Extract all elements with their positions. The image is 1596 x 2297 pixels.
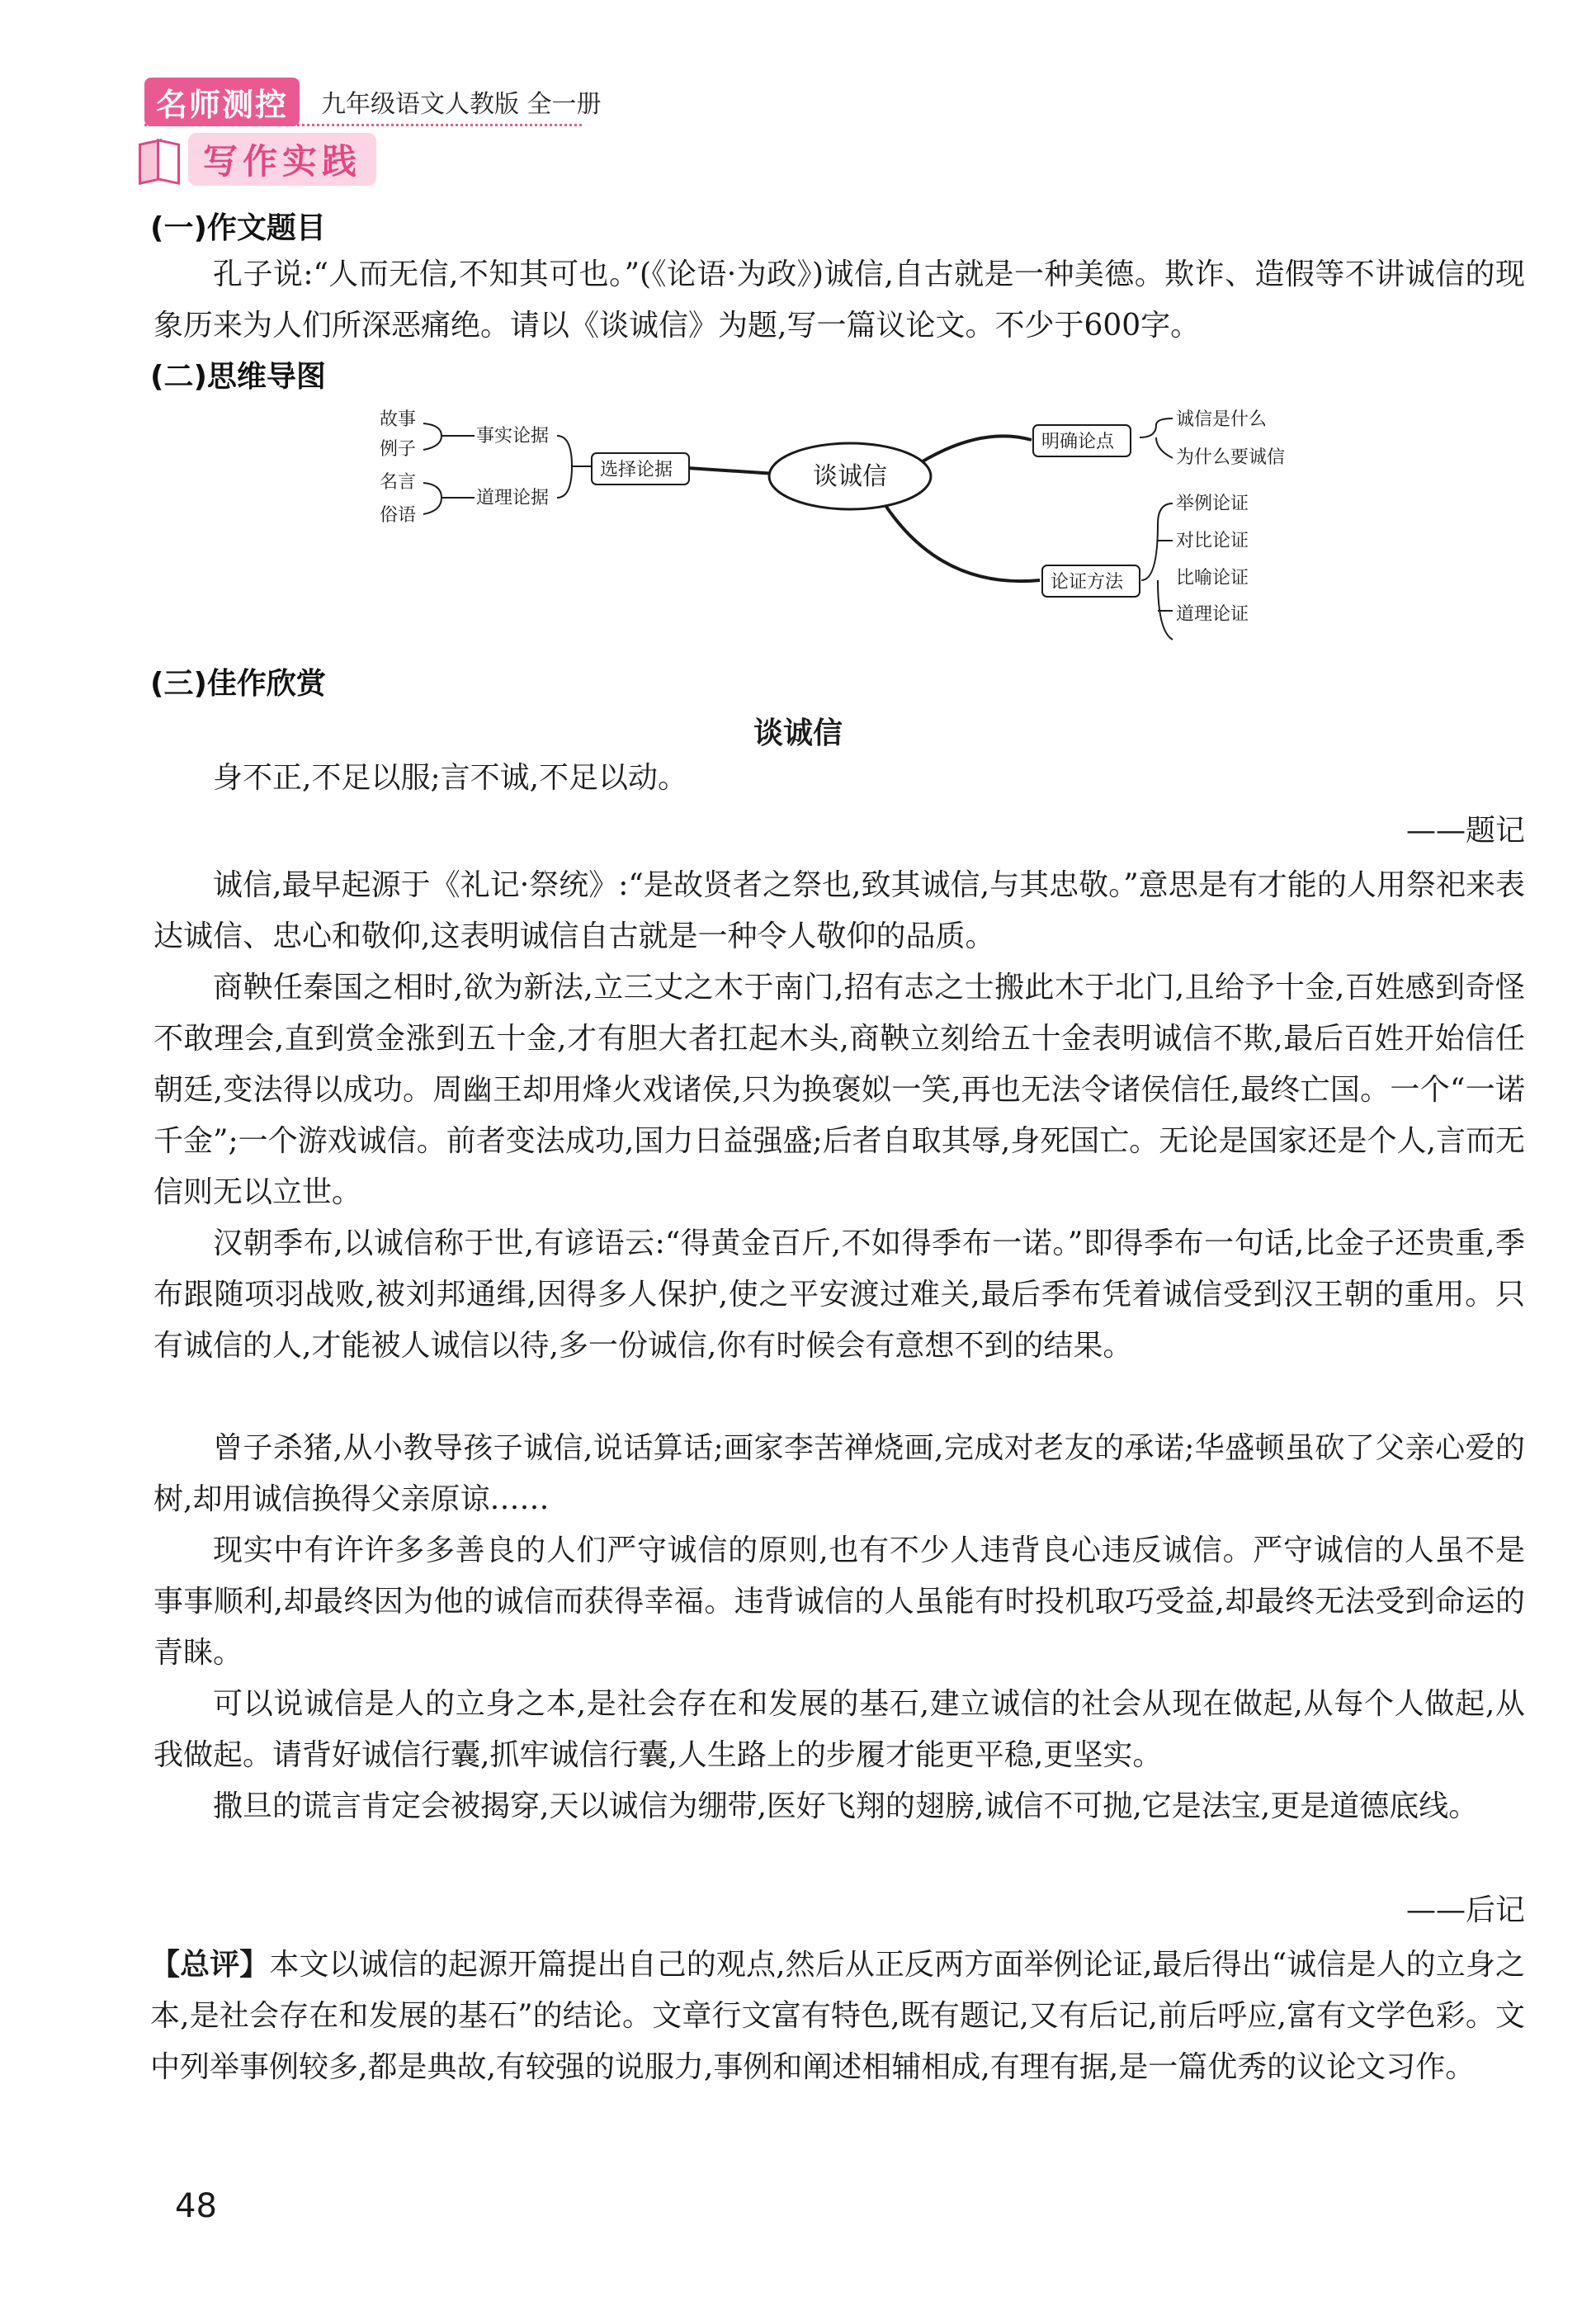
book-icon — [139, 136, 180, 182]
essay-topic-heading: (一)作文题目 — [150, 211, 326, 245]
review-block — [150, 1940, 1525, 2093]
mm-leaf: 道理论证 — [1176, 604, 1249, 625]
essay-topic-prompt: 孔子说:“人而无信,不知其可也。”(《论语·为政》)诚信,自古就是一种美德。欺诈、造假等不讲诚信的现象历来为人们所深恶痛绝。请以《谈诚信》为题,写一篇议论文。不少于600字。 — [153, 258, 1525, 343]
epigraph: 身不正,不足以服;言不诚,不足以动。 — [213, 761, 688, 795]
mm-branch-right-bottom: 论证方法 — [1051, 572, 1124, 593]
page-header — [144, 81, 602, 122]
mm-leaf: 故事 — [380, 409, 417, 430]
mm-center-label: 谈诚信 — [813, 462, 887, 491]
mm-leaf: 比喻论证 — [1176, 568, 1249, 588]
book-info: 九年级语文人教版 全一册 — [321, 90, 602, 119]
review-label: 【总评】 — [150, 1948, 270, 1982]
mind-map — [375, 400, 1316, 664]
essay-paragraph: 撒旦的谎言肯定会被揭穿,天以诚信为绷带,医好飞翔的翅膀,诚信不可抛,它是法宝,更是道德底线。 — [213, 1789, 1479, 1823]
section-banner — [139, 132, 376, 187]
page-number: 48 — [175, 2187, 217, 2225]
mm-branch-left: 选择论据 — [600, 460, 673, 480]
essay-paragraph: 曾子杀猪,从小教导孩子诚信,说话算话;画家李苦禅烧画,完成对老友的承诺;华盛顿虽砍了父亲心爱的树,却用诚信换得父亲原谅…… — [153, 1431, 1525, 1516]
header-divider — [144, 124, 582, 126]
mm-leaf: 对比论证 — [1176, 531, 1249, 551]
mm-leaf: 为什么要诚信 — [1176, 447, 1286, 468]
mm-leaf: 俗语 — [380, 505, 417, 526]
mm-branch-right-top: 明确论点 — [1041, 432, 1115, 452]
review-text: 本文以诚信的起源开篇提出自己的观点,然后从正反两方面举例论证,最后得出“诚信是人的立身之本,是社会存在和发展的基石”的结论。文章行文富有特色,既有题记,又有后记,前后呼应,富有文学色彩。文中列举事例较多,都是典故,有较强的说服力,事例和阐述相辅相成,有理有据,是一篇优秀的议论文习作。 — [150, 1948, 1525, 2084]
essay-paragraph: 现实中有许许多多善良的人们严守诚信的原则,也有不少人违背良心违反诚信。严守诚信的人虽不是事事顺利,却最终因为他的诚信而获得幸福。违背诚信的人虽能有时投机取巧受益,却最终无法受到命运的青睐。 — [153, 1534, 1525, 1670]
mm-sub: 道理论据 — [476, 488, 550, 508]
brand-logo: 名师测控 — [144, 78, 300, 126]
mm-leaf: 举例论证 — [1176, 494, 1249, 514]
mm-sub: 事实论据 — [476, 426, 550, 447]
mm-leaf: 诚信是什么 — [1176, 409, 1268, 430]
essay-paragraph: 诚信,最早起源于《礼记·祭统》:“是故贤者之祭也,致其诚信,与其忠敬。”意思是有才能的人用祭祀来表达诚信、忠心和敬仰,这表明诚信自古就是一种令人敬仰的品质。 — [153, 868, 1525, 953]
essay-paragraph: 商鞅任秦国之相时,欲为新法,立三丈之木于南门,招有志之士搬此木于北门,且给予十金,百姓感到奇怪不敢理会,直到赏金涨到五十金,才有胆大者扛起木头,商鞅立刻给五十金表明诚信不欺,最后百姓开始信任朝廷,变法得以成功。周幽王却用烽火戏诸侯,只为换褒姒一笑,再也无法令诸侯信任,最终亡国。一个“一诺千金”;一个游戏诚信。前者变法成功,国力日益强盛;后者自取其辱,身死国亡。无论是国家还是个人,言而无信则无以立世。 — [153, 971, 1525, 1209]
essay-paragraph: 可以说诚信是人的立身之本,是社会存在和发展的基石,建立诚信的社会从现在做起,从每个人做起,从我做起。请背好诚信行囊,抓牢诚信行囊,人生路上的步履才能更平稳,更坚实。 — [153, 1687, 1525, 1772]
essay-title: 谈诚信 — [753, 716, 843, 750]
mm-leaf: 名言 — [380, 472, 417, 493]
essay-paragraph: 汉朝季布,以诚信称于世,有谚语云:“得黄金百斤,不如得季布一诺。”即得季布一句话,比金子还贵重,季布跟随项羽战败,被刘邦通缉,因得多人保护,使之平安渡过难关,最后季布凭着诚信受到汉王朝的重用。只有诚信的人,才能被人诚信以待,多一份诚信,你有时候会有意想不到的结果。 — [153, 1226, 1525, 1363]
mm-leaf: 例子 — [380, 439, 417, 460]
postscript-sign: ——后记 — [1405, 1893, 1525, 1927]
sample-essay-heading: (三)佳作欣赏 — [150, 667, 326, 701]
mindmap-heading: (二)思维导图 — [150, 360, 326, 394]
section-title: 写作实践 — [188, 133, 376, 186]
epigraph-sign: ——题记 — [1405, 814, 1525, 848]
